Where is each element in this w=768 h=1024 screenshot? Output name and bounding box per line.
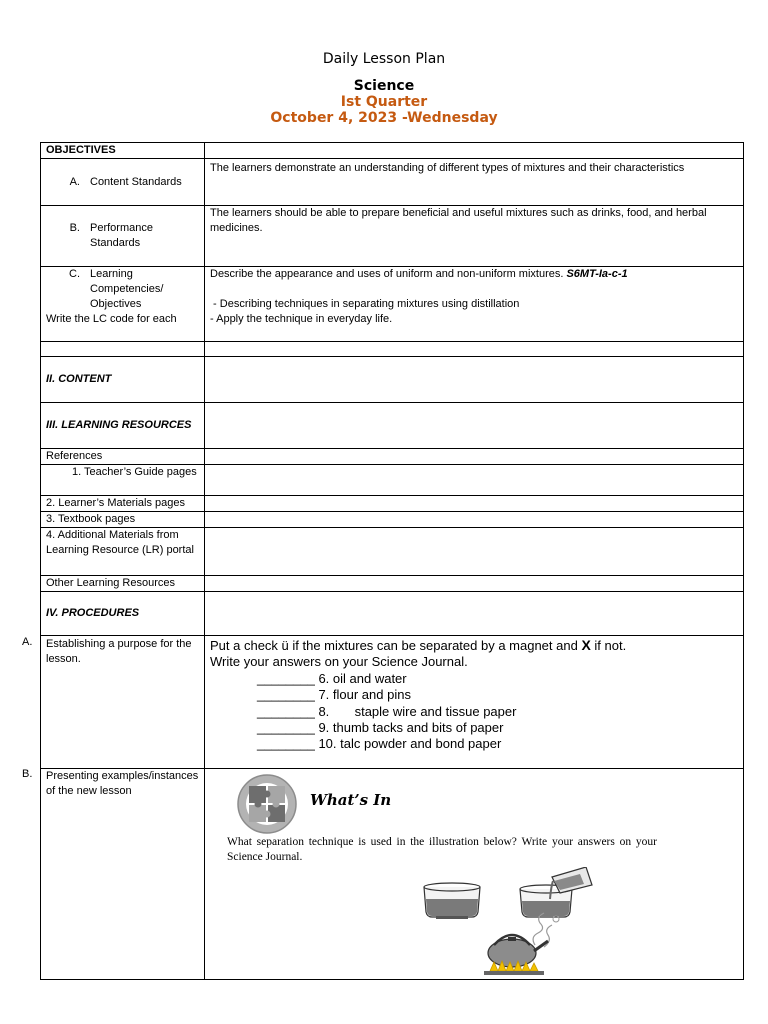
learners-materials-label: 2. Learner’s Materials pages <box>41 496 205 512</box>
lesson-plan-table <box>40 142 744 980</box>
list-item: ________ 8. staple wire and tissue paper <box>257 703 517 719</box>
procedure-a-instruction-end: if not. <box>590 638 627 653</box>
competencies-text: Describe the appearance and uses of uniform and non-uniform mixtures. <box>210 268 567 280</box>
other-resources-label: Other Learning Resources <box>41 576 205 592</box>
table-row <box>41 528 744 576</box>
objectives-heading: OBJECTIVES <box>41 143 205 159</box>
distillation-illustration <box>420 867 600 977</box>
list-item: ________ 6. oil and water <box>257 670 407 686</box>
letter-a: A. <box>69 175 80 188</box>
table-row <box>41 512 744 528</box>
list-item: ________ 10. talc powder and bond paper <box>257 736 502 752</box>
table-row <box>41 769 744 980</box>
procedures-section-label: IV. PROCEDURES <box>41 592 205 636</box>
content-standards-text: The learners demonstrate an understanding of different types of mixtures and their characteristics <box>205 159 744 206</box>
competencies-label-3: Objectives <box>90 298 142 310</box>
competencies-label-2: Competencies/ <box>90 283 164 295</box>
table-row <box>41 357 744 403</box>
subject-heading: Science <box>353 78 415 94</box>
competencies-label-cell <box>41 267 205 342</box>
whats-in-title: What’s In <box>310 791 392 809</box>
procedure-a-journal-note: Write your answers on your Science Journal. <box>210 654 468 670</box>
document-title: Daily Lesson Plan <box>322 51 446 67</box>
content-section-label: II. CONTENT <box>41 357 205 403</box>
performance-label-1: Performance <box>90 222 153 234</box>
table-row <box>41 206 744 267</box>
competencies-text-cell <box>205 267 744 342</box>
procedure-a-content <box>205 636 744 769</box>
procedure-b-label: Presenting examples/instances of the new lesson <box>41 769 205 980</box>
lc-code: S6MT-Ia-c-1 <box>566 268 628 280</box>
quarter-heading: Ist Quarter <box>340 94 428 110</box>
references-label: References <box>41 449 205 465</box>
x-mark: X <box>581 637 591 653</box>
table-row <box>41 592 744 636</box>
additional-materials-label: 4. Additional Materials from Learning Resource (LR) portal <box>41 528 205 576</box>
table-row <box>41 449 744 465</box>
procedure-a-instruction: Put a check ü if the mixtures can be separated by a magnet and <box>210 638 582 653</box>
table-row <box>41 403 744 449</box>
list-item: ________ 7. flour and pins <box>257 687 411 703</box>
letter-b: B. <box>69 222 80 234</box>
competency-bullet-1: - Describing techniques in separating mixtures using distillation <box>210 298 520 310</box>
lc-code-instruction: Write the LC code for each <box>46 313 177 325</box>
performance-standards-text: The learners should be able to prepare beneficial and useful mixtures such as drinks, food, and herbal medicines. <box>205 206 744 267</box>
list-item: ________ 9. thumb tacks and bits of paper <box>257 720 504 736</box>
table-row <box>41 576 744 592</box>
procedure-b-content <box>205 769 744 980</box>
letter-c: C. <box>69 268 80 280</box>
whats-in-question: What separation technique is used in the illustration below? Write your answers on your Science Journal. <box>227 836 657 863</box>
competency-bullet-2: - Apply the technique in everyday life. <box>210 313 393 325</box>
teachers-guide-label: 1. Teacher’s Guide pages <box>41 465 205 496</box>
content-standards-label-cell <box>41 159 205 206</box>
resources-section-label: III. LEARNING RESOURCES <box>41 403 205 449</box>
performance-standards-label-cell <box>41 206 205 267</box>
table-row <box>41 636 744 769</box>
table-row <box>41 342 744 357</box>
procedure-a-letter: A. <box>22 636 33 648</box>
performance-label-2: Standards <box>90 237 141 249</box>
date-heading: October 4, 2023 -Wednesday <box>270 110 498 126</box>
competencies-label-1: Learning <box>90 268 133 280</box>
content-standards-label: Content Standards <box>90 175 182 188</box>
procedure-a-label: Establishing a purpose for the lesson. <box>41 636 205 769</box>
procedure-b-letter: B. <box>22 768 33 780</box>
table-row <box>41 143 744 159</box>
table-row <box>41 496 744 512</box>
puzzle-icon <box>235 774 299 834</box>
textbook-label: 3. Textbook pages <box>41 512 205 528</box>
table-row <box>41 159 744 206</box>
table-row <box>41 465 744 496</box>
table-row <box>41 267 744 342</box>
